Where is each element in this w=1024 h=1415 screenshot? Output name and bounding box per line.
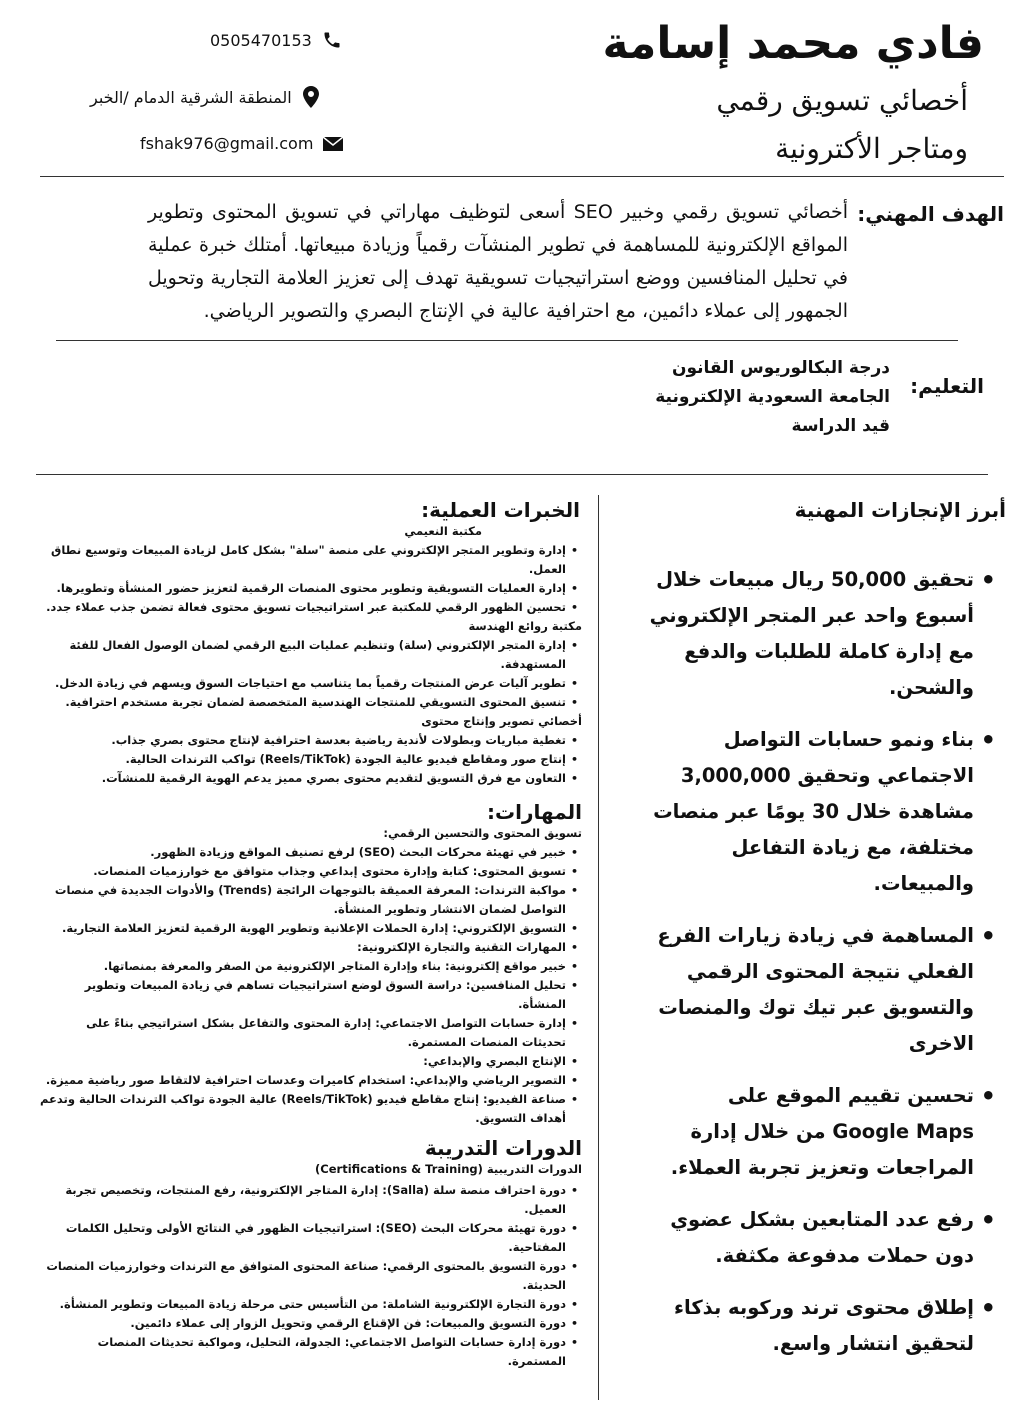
list-item: • تغطية مباريات وبطولات لأندية رياضية بعدسة احترافية لإنتاج محتوى بصري جذاب.: [38, 731, 566, 750]
list-item: • خبير مواقع إلكترونية: بناء وإدارة المتاجر الإلكترونية من الصفر والمعرفة بمنصاتها.: [38, 957, 566, 976]
skills-intro: تسويق المحتوى والتحسين الرقمي:: [383, 826, 582, 840]
email-contact: [140, 134, 470, 153]
list-item: • صناعة الفيديو: إنتاج مقاطع فيديو (Reels/TikTok) عالية الجودة تواكب الترندات الحالية وتدعم أهداف التسويق.: [38, 1090, 566, 1128]
list-item: • التعاون مع فرق التسويق لتقديم محتوى بصري مميز يدعم الهوية الرقمية للمنشآت.: [38, 769, 566, 788]
list-item: • دورة إدارة حسابات التواصل الاجتماعي: الجدولة، التحليل، ومواكبة تحديثات المنصات المستمرة.: [38, 1333, 566, 1371]
list-item: • تنسيق المحتوى التسويقي للمنتجات الهندسية المتخصصة لضمان تجربة مستخدم احترافية.: [38, 693, 566, 712]
list-item: • دورة التجارة الإلكترونية الشاملة: من التأسيس حتى مرحلة زيادة المبيعات وتطوير المنشأة.: [38, 1295, 566, 1314]
university: الجامعة السعودية الإلكترونية: [655, 387, 890, 407]
achievements-section: [626, 498, 1006, 522]
email-address: fshak976@gmail.com: [140, 134, 314, 153]
degree: درجة البكالوريوس القانون: [671, 358, 890, 378]
achievements-list-wrap: [646, 562, 1004, 1378]
divider: [36, 474, 988, 475]
divider: [56, 340, 958, 341]
org-name: مكتبة النعيمي: [404, 524, 482, 538]
list-item: • تحسين تقييم الموقع على Google Maps من خلال إدارة المراجعات وتعزيز تجربة العملاء.: [646, 1078, 974, 1186]
list-item: • رفع عدد المتابعين بشكل عضوي دون حملات مدفوعة مكثفة.: [646, 1202, 974, 1274]
experience-title: الخبرات العملية:: [421, 498, 580, 522]
skills-title: المهارات:: [487, 800, 582, 824]
list-item: • إدارة حسابات التواصل الاجتماعي: إدارة المحتوى والتفاعل بشكل استراتيجي بناءً على تحديثات المنصات المستمرة.: [38, 1014, 566, 1052]
list-item: • المساهمة في زيادة زيارات الفرع الفعلي نتيجة المحتوى الرقمي والتسويق عبر تيك توك والمنصات الاخرى: [646, 918, 974, 1062]
courses-title: الدورات التدريبة: [424, 1136, 582, 1160]
left-column: [38, 498, 582, 1371]
phone-icon: [322, 30, 342, 50]
courses-subtitle: الدورات التدريبية (Certifications & Training): [315, 1162, 582, 1176]
list-item: • مواكبة الترندات: المعرفة العميقة بالتوجهات الرائجة (Trends) والأدوات الجديدة في منصات التواصل لضمان الانتشار وتطوير المنشأة.: [38, 881, 566, 919]
location-text: المنطقة الشرقية الدمام /الخبر: [90, 87, 292, 107]
list-item: • إطلاق محتوى ترند وركوبه بذكاء لتحقيق انتشار واسع.: [646, 1290, 974, 1362]
list-item: • دورة تهيئة محركات البحث (SEO): استراتيجيات الظهور في النتائج الأولى وتحليل الكلمات المفتاحية.: [38, 1219, 566, 1257]
list-item: • بناء ونمو حسابات التواصل الاجتماعي وتحقيق 3,000,000 مشاهدة خلال 30 يومًا عبر منصات مختلفة، مع زيادة التفاعل والمبيعات.: [646, 722, 974, 902]
education-details: [655, 354, 890, 441]
list-item: • تحسين الظهور الرقمي للمكتبة عبر استراتيجيات تسويق محتوى فعالة تضمن جذب عملاء جدد.: [38, 598, 566, 617]
location-pin-icon: [302, 86, 320, 108]
objective-text: أخصائي تسويق رقمي وخبير SEO أسعى لتوظيف مهاراتي في تسويق المحتوى وتطوير المواقع الإلكترونية للمساهمة في تطوير المنشآت رقمياً وزيادة مبيعاتها. أمتلك خبرة عملية في تحليل المنافسين ووضع استراتيجيات تسويقية تهدف إلى تعزيز العلامة التجارية وتحويل الجمهور إلى عملاء دائمين، مع احترافية عالية في الإنتاج البصري والتصوير الرياضي.: [148, 201, 848, 322]
candidate-name: فادي محمد إسامة: [602, 18, 984, 69]
list-item: • تسويق المحتوى: كتابة وإدارة محتوى إبداعي وجذاب متوافق مع خوارزميات المنصات.: [38, 862, 566, 881]
org-name: أخصائي تصوير وإنتاج محتوى: [421, 714, 582, 728]
job-title-line-2: ومتاجر الأكترونية: [775, 132, 968, 165]
list-item: • المهارات التقنية والتجارة الإلكترونية:: [38, 938, 566, 957]
column-divider: [598, 495, 599, 1400]
list-item: • دورة احتراف منصة سلة (Salla): إدارة المتاجر الإلكترونية، رفع المنتجات، وتخصيص تجربة العميل.: [38, 1181, 566, 1219]
list-item: • التصوير الرياضي والإبداعي: استخدام كاميرات وعدسات احترافية لالتقاط صور رياضية مميزة.: [38, 1071, 566, 1090]
list-item: • خبير في تهيئة محركات البحث (SEO) لرفع تصنيف المواقع وزيادة الظهور.: [38, 843, 566, 862]
envelope-icon: [323, 137, 343, 151]
job-title-line-1: أخصائي تسويق رقمي: [716, 84, 968, 117]
list-item: • إدارة وتطوير المتجر الإلكتروني على منصة "سلة" بشكل كامل لزيادة المبيعات وتوسيع نطاق العمل.: [38, 541, 566, 579]
list-item: • تحليل المنافسين: دراسة السوق لوضع استراتيجيات تساهم في زيادة المبيعات وتطوير المنشأة.: [38, 976, 566, 1014]
list-item: • دورة التسويق والمبيعات: فن الإقناع الرقمي وتحويل الزوار إلى عملاء دائمين.: [38, 1314, 566, 1333]
list-item: • التسويق الإلكتروني: إدارة الحملات الإعلانية وتطوير الهوية الرقمية لتعزيز العلامة التجارية.: [38, 919, 566, 938]
list-item: • تطوير آليات عرض المنتجات رقمياً بما يتناسب مع احتياجات السوق ويسهم في زيادة الدخل.: [38, 674, 566, 693]
list-item: • دورة التسويق بالمحتوى الرقمي: صناعة المحتوى المتوافق مع الترندات وخوارزميات المنصات الحديثة.: [38, 1257, 566, 1295]
list-item: • إنتاج صور ومقاطع فيديو عالية الجودة (Reels/TikTok) تواكب الترندات الحالية.: [38, 750, 566, 769]
list-item: • تحقيق 50,000 ريال مبيعات خلال أسبوع واحد عبر المتجر الإلكتروني مع إدارة كاملة للطلبات والدفع والشحن.: [646, 562, 974, 706]
list-item: • إدارة العمليات التسويقية وتطوير محتوى المنصات الرقمية لتعزيز حضور المنشأة وتطويرها.: [38, 579, 566, 598]
phone-contact: [210, 30, 470, 50]
objective-label: الهدف المهني:: [857, 202, 1004, 226]
list-item: • إدارة المتجر الإلكتروني (سلة) وتنظيم عمليات البيع الرقمي لضمان الوصول الفعال للفئة المستهدفة.: [38, 636, 566, 674]
achievements-list: [646, 562, 1004, 1362]
study-status: قيد الدراسة: [791, 416, 890, 436]
location-contact: [90, 86, 470, 108]
phone-number: 0505470153: [210, 30, 312, 50]
achievements-title: أبرز الإنجازات المهنية: [794, 498, 1006, 522]
education-label: التعليم:: [910, 374, 984, 398]
divider: [40, 176, 1004, 177]
org-name: مكتبة روائع الهندسة: [468, 619, 582, 633]
list-item: • الإنتاج البصري والإبداعي:: [38, 1052, 566, 1071]
